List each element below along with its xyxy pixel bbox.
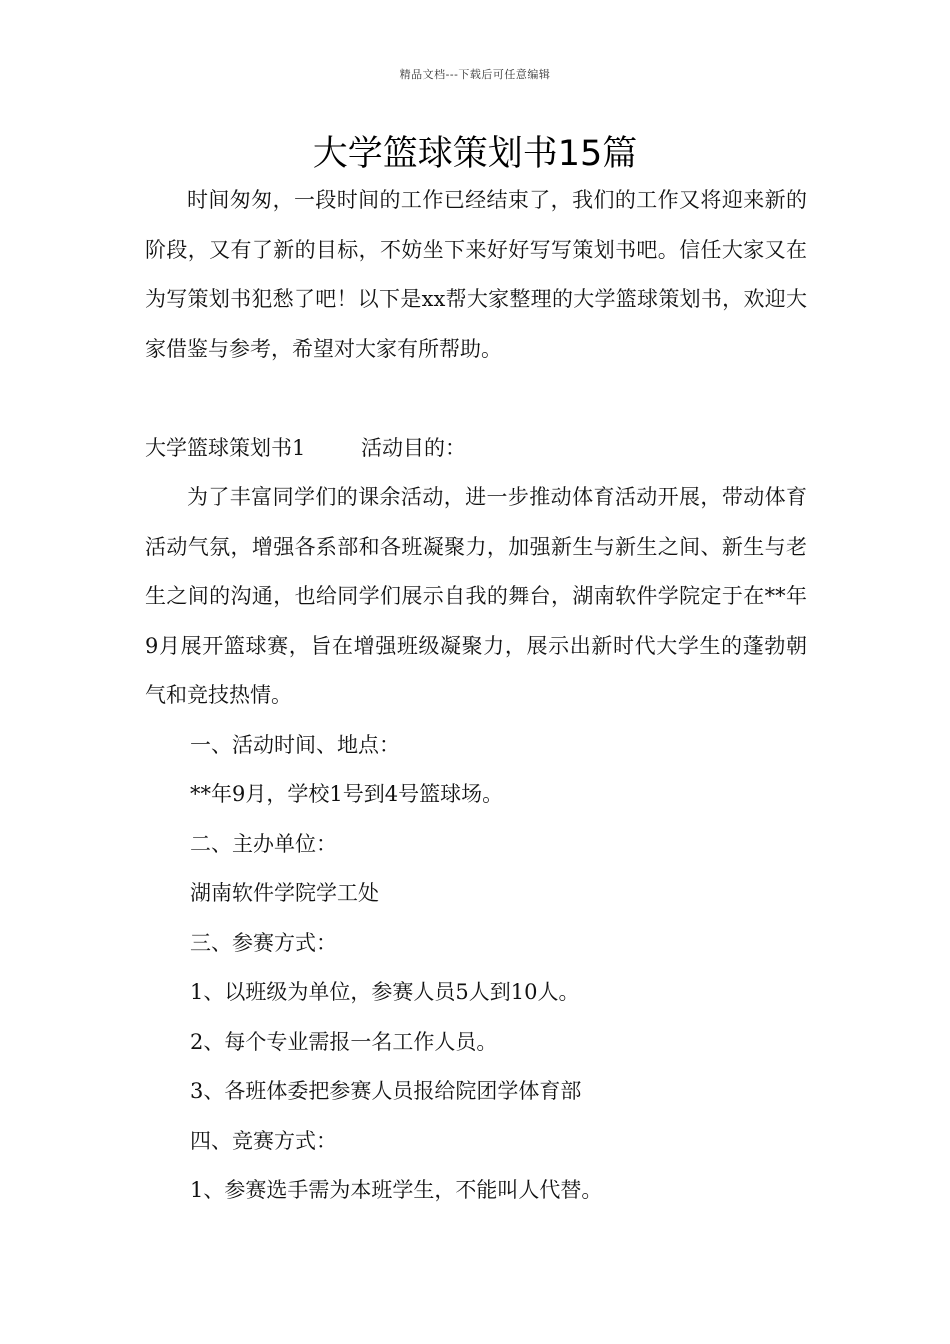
document-title: 大学篮球策划书15篇 [312, 134, 638, 174]
intro-paragraph: 时间匆匆，一段时间的工作已经结束了，我们的工作又将迎来新的阶段，又有了新的目标，不妨坐下来好好写写策划书吧。信任大家又在为写策划书犯愁了吧！以下是xx帮大家整理的大学篮球策划书，欢迎大家借鉴与参考，希望对大家有所帮助。 [145, 188, 807, 361]
list-item: 三、参赛方式： [190, 930, 337, 955]
list-item: 1、以班级为单位，参赛人员5人到10人。 [190, 980, 580, 1004]
list-item: 湖南软件学院学工处 [190, 881, 379, 905]
list-item: 一、活动时间、地点： [190, 732, 400, 757]
section-heading [145, 424, 807, 474]
section-title: 大学篮球策划书1 [145, 435, 306, 460]
purpose-paragraph: 为了丰富同学们的课余活动，进一步推动体育活动开展，带动体育活动气氛，增强各系部和各班凝聚力，加强新生与新生之间、新生与老生之间的沟通，也给同学们展示自我的舞台，湖南软件学院定于在**年9月展开篮球赛，旨在增强班级凝聚力，展示出新时代大学生的蓬勃朝气和竞技热情。 [145, 485, 807, 707]
list-item: 二、主办单位： [190, 831, 337, 856]
list-item: 四、竞赛方式： [190, 1128, 337, 1153]
section-subtitle: 活动目的： [361, 435, 466, 460]
list-item: 1、参赛选手需为本班学生，不能叫人代替。 [190, 1178, 603, 1202]
document-body [145, 176, 807, 1216]
list-item: 3、各班体委把参赛人员报给院团学体育部 [190, 1079, 582, 1103]
list-item: **年9月，学校1号到4号篮球场。 [190, 782, 504, 806]
header-note: 精品文档---下载后可任意编辑 [399, 68, 551, 81]
list-item: 2、每个专业需报一名工作人员。 [190, 1029, 498, 1054]
